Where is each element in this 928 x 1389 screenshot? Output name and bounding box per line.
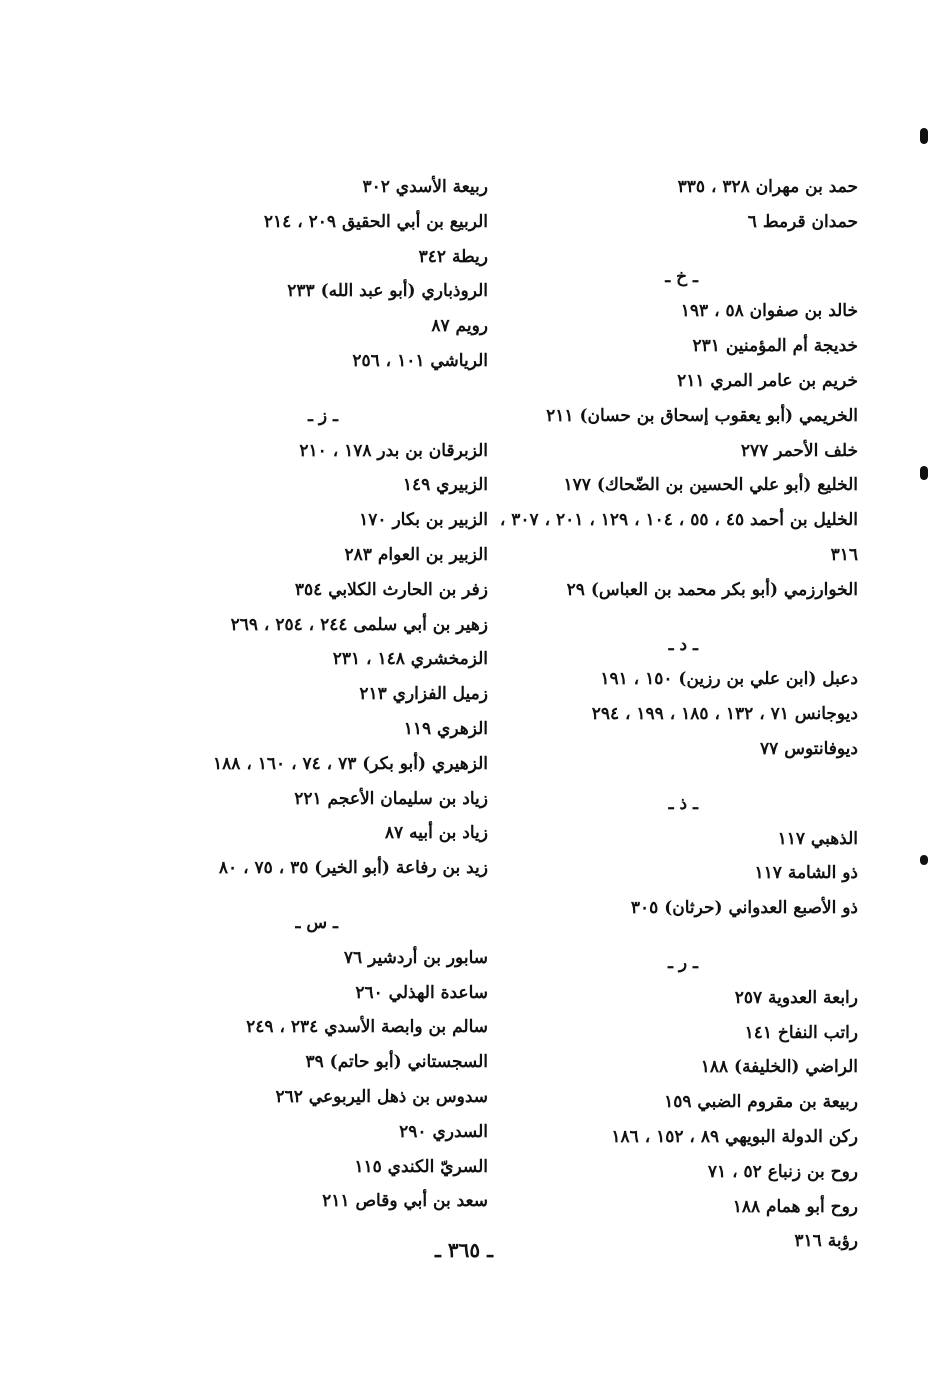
section-gap: [508, 926, 858, 946]
section-gap: [158, 379, 488, 399]
index-entry: الزهيري (أبو بكر) ٧٣ ، ٧٤ ، ١٦٠ ، ١٨٨: [213, 753, 488, 774]
index-entry: الخريمي (أبو يعقوب إسحاق بن حسان) ٢١١: [546, 405, 858, 426]
index-entry: رابعة العدوية ٢٥٧: [734, 987, 858, 1008]
index-entry: خريم بن عامر المري ٢١١: [677, 370, 858, 391]
index-entry: خديجة أم المؤمنين ٢٣١: [692, 336, 858, 357]
index-entry: ربيعة الأسدي ٣٠٢: [362, 177, 488, 197]
index-entry: الخليع (أبو علي الحسين بن الضّحاك) ١٧٧: [563, 475, 858, 496]
index-entry: راتب النفاخ ١٤١: [744, 1022, 858, 1043]
letter-heading: ـ د ـ: [668, 634, 698, 655]
index-entry: ديوفانتوس ٧٧: [760, 738, 858, 759]
index-entry: السدري ٢٩٠: [399, 1121, 488, 1142]
index-entry: رؤبة ٣١٦: [794, 1231, 858, 1252]
index-entry: روح أبو همام ١٨٨: [732, 1196, 858, 1217]
scan-edge-mark: [920, 128, 928, 144]
index-entry: ذو الشامة ١١٧: [754, 863, 858, 884]
letter-heading: ـ خ ـ: [665, 266, 698, 287]
index-entry: السجستاني (أبو حاتم) ٣٩: [305, 1052, 488, 1073]
index-entry: الخوارزمي (أبو بكر محمد بن العباس) ٢٩: [566, 579, 858, 600]
index-entry: حمد بن مهران ٣٢٨ ، ٣٣٥: [677, 177, 858, 197]
scan-edge-mark: [920, 855, 928, 865]
index-entry: الخليل بن أحمد ٤٥ ، ٥٥ ، ١٠٤ ، ١٢٩ ، ٢٠١ ، ٣٠٧ ،: [499, 510, 858, 531]
index-entry: سدوس بن ذهل اليربوعي ٢٦٢: [275, 1086, 488, 1107]
index-entry: سعد بن أبي وقاص ٢١١: [322, 1191, 488, 1212]
index-entry: زياد بن أبيه ٨٧: [384, 823, 488, 844]
section-gap: [508, 240, 858, 260]
index-entry: زيد بن رفاعة (أبو الخير) ٣٥ ، ٧٥ ، ٨٠: [218, 858, 488, 879]
page-number: ـ ٣٦٥ ـ: [435, 1238, 493, 1262]
index-entry: روح بن زنباع ٥٢ ، ٧١: [707, 1161, 858, 1182]
index-entry: ديوجانس ٧١ ، ١٣٢ ، ١٨٥ ، ١٩٩ ، ٢٩٤: [591, 704, 858, 725]
index-entry: ريطة ٣٤٢: [418, 246, 488, 267]
index-entry: السريّ الكندي ١١٥: [354, 1156, 488, 1177]
index-entry: خلف الأحمر ٢٧٧: [740, 440, 858, 461]
index-entry: ركن الدولة البويهي ٨٩ ، ١٥٢ ، ١٨٦: [611, 1126, 858, 1147]
index-entry: الرياشي ١٠١ ، ٢٥٦: [352, 350, 488, 371]
index-entry: الزبرقان بن بدر ١٧٨ ، ٢١٠: [299, 440, 488, 461]
letter-heading: ـ س ـ: [295, 912, 338, 933]
index-column-right: [499, 170, 858, 1259]
letter-heading: ـ ز ـ: [307, 405, 338, 426]
index-entry: الراضي (الخليفة) ١٨٨: [700, 1057, 858, 1078]
index-entry: ٣١٦: [830, 544, 858, 565]
letter-heading: ـ ر ـ: [667, 952, 698, 973]
index-entry: دعبل (ابن علي بن رزين) ١٥٠ ، ١٩١: [600, 669, 858, 690]
section-gap: [508, 767, 858, 787]
index-entry: الربيع بن أبي الحقيق ٢٠٩ ، ٢١٤: [263, 211, 488, 232]
letter-heading: ـ ذ ـ: [668, 793, 698, 814]
index-entry: الزبير بن بكار ١٧٠: [359, 510, 488, 531]
section-gap: [508, 608, 858, 628]
index-entry: الذهبي ١١٧: [777, 828, 858, 849]
index-entry: خالد بن صفوان ٥٨ ، ١٩٣: [680, 301, 858, 322]
index-entry: زهير بن أبي سلمى ٢٤٤ ، ٢٥٤ ، ٢٦٩: [230, 614, 488, 635]
index-entry: سابور بن أردشير ٧٦: [343, 947, 488, 968]
index-entry: زياد بن سليمان الأعجم ٢٢١: [294, 788, 488, 809]
index-entry: رويم ٨٧: [431, 316, 488, 337]
index-entry: الروذباري (أبو عبد الله) ٢٣٣: [287, 281, 488, 302]
index-entry: زميل الفزاري ٢١٣: [359, 684, 488, 705]
index-entry: سالم بن وابصة الأسدي ٢٣٤ ، ٢٤٩: [246, 1017, 488, 1038]
index-entry: زفر بن الحارث الكلابي ٣٥٤: [294, 579, 488, 600]
scan-edge-mark: [920, 466, 928, 480]
index-entry: الزبيري ١٤٩: [402, 475, 488, 496]
index-entry: ساعدة الهذلي ٢٦٠: [355, 982, 488, 1003]
index-entry: حمدان قرمط ٦: [747, 211, 858, 232]
section-gap: [158, 886, 488, 906]
index-entry: ذو الأصبع العدواني (حرثان) ٣٠٥: [630, 898, 858, 919]
index-column-left: [158, 170, 488, 1219]
index-entry: الزمخشري ١٤٨ ، ٢٣١: [332, 649, 488, 670]
index-entry: الزهري ١١٩: [403, 718, 488, 739]
index-entry: الزبير بن العوام ٢٨٣: [344, 544, 488, 565]
index-entry: ربيعة بن مقروم الضبي ١٥٩: [664, 1092, 858, 1113]
